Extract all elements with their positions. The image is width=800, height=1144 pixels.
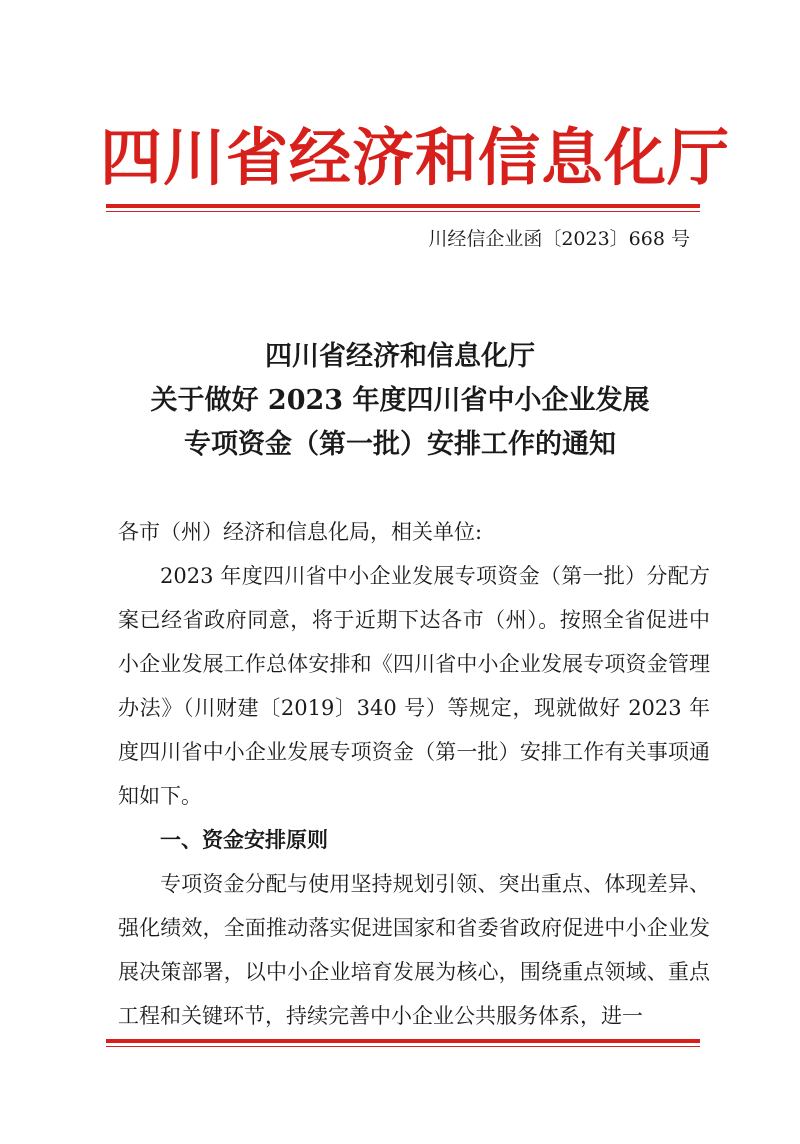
section-heading-1: 一、资金安排原则 — [160, 828, 328, 852]
notice-title-line-3: 专项资金（第一批）安排工作的通知 — [184, 429, 616, 460]
salutation: 各市（州）经济和信息化局，相关单位: — [118, 520, 483, 544]
notice-title — [100, 335, 700, 467]
notice-title-line-1: 四川省经济和信息化厅 — [265, 341, 535, 372]
notice-body — [118, 510, 710, 1038]
footer-red-rule-thick — [106, 1039, 700, 1043]
principles-paragraph: 专项资金分配与使用坚持规划引领、突出重点、体现差异、强化绩效，全面推动落实促进国家和省委省政府促进中小企业发展决策部署，以中小企业培育发展为核心，围绕重点领域、重点工程和关键环节，持续完善中小企业公共服务体系，进一 — [118, 872, 710, 1028]
header-red-rule-thin — [106, 211, 700, 212]
notice-title-line-2: 关于做好 2023 年度四川省中小企业发展 — [150, 385, 650, 416]
intro-paragraph: 2023 年度四川省中小企业发展专项资金（第一批）分配方案已经省政府同意，将于近期下达各市（州）。按照全省促进中小企业发展工作总体安排和《四川省中小企业发展专项资金管理办法》（川财建〔2019〕340 号）等规定，现就做好 2023 年度四川省中小企业发展专项资金（第一批）安排工作有关事项通知如下。 — [118, 564, 710, 808]
issuing-authority-header: 四川省经济和信息化厅 — [100, 121, 731, 194]
footer-red-rule-thin — [106, 1046, 700, 1047]
header-red-rule-thick — [106, 204, 700, 208]
document-number: 川经信企业函〔2023〕668 号 — [428, 228, 690, 250]
